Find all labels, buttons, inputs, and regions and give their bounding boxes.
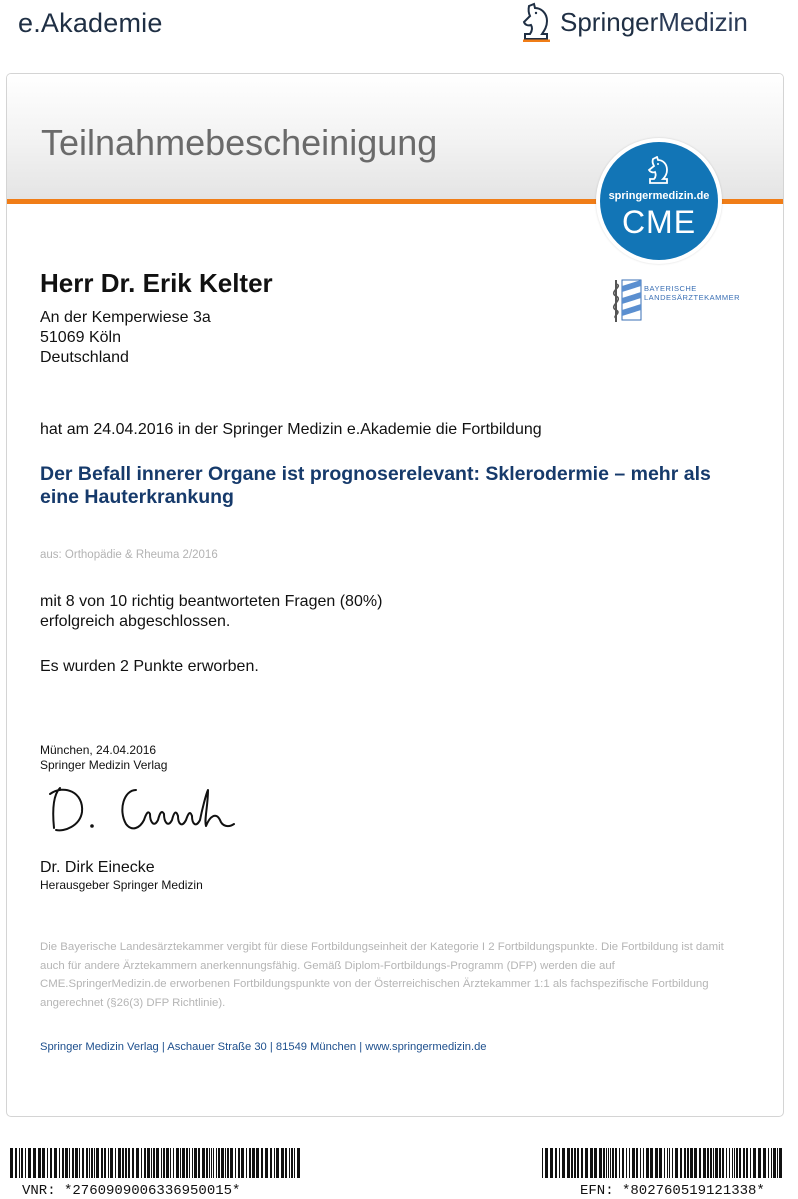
eakademie-logo: e.Akademie [18,8,163,38]
knight-icon [520,2,554,42]
signature-image [44,780,250,842]
vnr-barcode [10,1148,304,1178]
recipient-name: Herr Dr. Erik Kelter [40,268,273,298]
course-title: Der Befall innerer Organe ist prognoserelevant: Sklerodermie – mehr als eine Hauterkrankung [40,463,711,508]
aesculapian-staff-icon [610,278,644,324]
disclaimer-text: Die Bayerische Landesärztekammer vergibt für diese Fortbildungseinheit der Kategorie I 2 Fortbildungspunkte. Die Fortbildung ist damit auch für andere Ärztekammern anerkennungsfähig. Gemäß Diplom-Fortbildungs-Programm (DFP) werden die auf CME.SpringerMedizin.de erworbenen Fortbildungspunkte von der Österreichischen Ärztekammer 1:1 als fachspezifische Fortbildung angerechnet (§26(3) DFP Richtlinie). [40,941,724,1009]
course-source: aus: Orthopädie & Rheuma 2/2016 [40,549,218,561]
publisher-name: Springer Medizin Verlag [40,758,168,772]
chamber-logo-line2: LANDESÄRZTEKAMMER [644,293,741,302]
signer-name: Dr. Dirk Einecke [40,859,155,876]
springer-medizin-logo [520,2,748,42]
certificate-title: Teilnahmebescheinigung [41,122,438,163]
springer-logo-light: Medizin [658,6,748,37]
result-completed-text: erfolgreich abgeschlossen. [40,613,231,630]
knight-icon [647,156,671,184]
signer-role: Herausgeber Springer Medizin [40,878,203,892]
vnr-number: VNR: *2760909006336950015* [22,1183,241,1199]
cme-badge-label: CME [621,204,697,240]
recipient-city: 51069 Köln [40,329,121,346]
springer-logo-bold: Springer [560,6,659,37]
footer-address: Springer Medizin Verlag | Aschauer Straße 30 | 81549 München | www.springermedizin.de [40,1041,487,1053]
points-text: Es wurden 2 Punkte erworben. [40,658,259,675]
chamber-logo-line1: BAYERISCHE [644,284,697,293]
recipient-country: Deutschland [40,349,129,366]
efn-number: EFN: *802760519121338* [580,1183,765,1199]
cme-badge [596,138,722,264]
place-date: München, 24.04.2016 [40,743,157,757]
efn-barcode [542,1148,782,1178]
cme-badge-site: springermedizin.de [608,190,710,202]
bavarian-chamber-logo [610,278,741,324]
recipient-street: An der Kemperwiese 3a [40,309,211,326]
intro-text: hat am 24.04.2016 in der Springer Medizin e.Akademie die Fortbildung [40,421,542,438]
result-text: mit 8 von 10 richtig beantworteten Fragen (80%) [40,593,383,610]
